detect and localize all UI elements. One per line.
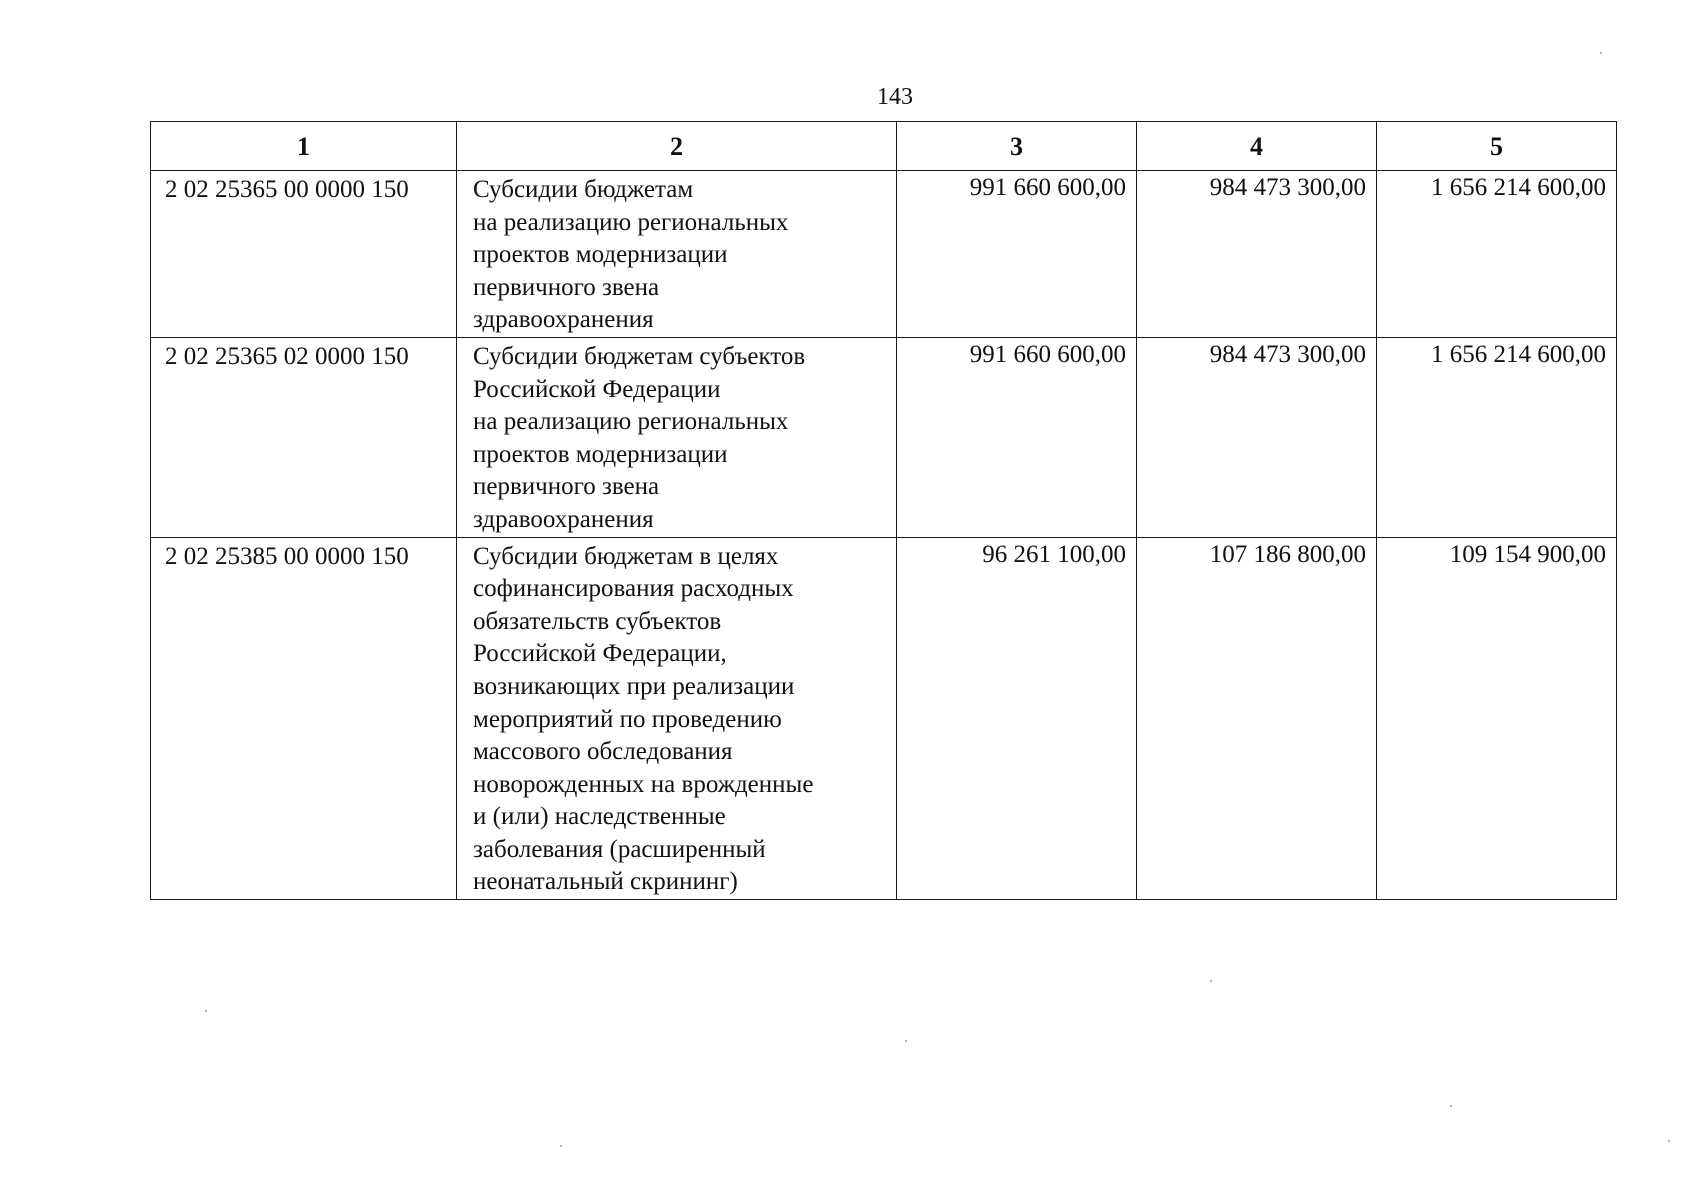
description-line: обязательств субъектов bbox=[473, 607, 722, 635]
description-line: и (или) наследственные bbox=[473, 803, 726, 831]
column-header-1: 1 bbox=[151, 122, 457, 171]
description-line: проектов модернизации bbox=[473, 440, 728, 468]
table-row bbox=[151, 537, 1617, 900]
column-header-5: 5 bbox=[1377, 122, 1617, 171]
scan-speck bbox=[205, 1010, 207, 1012]
description-line: массового обследования bbox=[473, 738, 733, 766]
budget-table bbox=[150, 121, 1617, 900]
description-line: Субсидии бюджетам bbox=[473, 176, 694, 203]
description-line: на реализацию региональных bbox=[473, 208, 789, 236]
scan-speck bbox=[1450, 1105, 1452, 1107]
description-line: проектов модернизации bbox=[473, 241, 728, 269]
scan-speck bbox=[560, 1145, 562, 1147]
amount-column-3: 991 660 600,00 bbox=[897, 171, 1137, 338]
description-line: заболевания (расширенный bbox=[473, 835, 766, 863]
description-line: Субсидии бюджетам субъектов bbox=[473, 342, 806, 370]
budget-code-cell: 2 02 25365 02 0000 150 bbox=[151, 337, 457, 537]
description-line: Российской Федерации, bbox=[473, 640, 727, 668]
description-line: неонатальный скрининг) bbox=[473, 868, 738, 896]
description-line: здравоохранения bbox=[473, 505, 654, 533]
header-row bbox=[151, 122, 1617, 171]
amount-column-5: 1 656 214 600,00 bbox=[1377, 171, 1617, 338]
table-row bbox=[151, 171, 1617, 338]
amount-column-5: 1 656 214 600,00 bbox=[1377, 337, 1617, 537]
description-cell bbox=[457, 337, 897, 537]
budget-code-cell: 2 02 25385 00 0000 150 bbox=[151, 537, 457, 900]
description-cell bbox=[457, 537, 897, 900]
table-row bbox=[151, 337, 1617, 537]
description-line: Субсидии бюджетам в целях bbox=[473, 542, 779, 570]
description-line: Российской Федерации bbox=[473, 375, 721, 403]
amount-column-4: 107 186 800,00 bbox=[1137, 537, 1377, 900]
description-line: софинансирования расходных bbox=[473, 575, 794, 603]
scan-speck bbox=[1600, 52, 1602, 54]
page-number: 143 bbox=[877, 84, 913, 110]
budget-code-cell: 2 02 25365 00 0000 150 bbox=[151, 171, 457, 338]
column-header-2: 2 bbox=[457, 122, 897, 171]
column-header-4: 4 bbox=[1137, 122, 1377, 171]
scan-speck bbox=[1210, 980, 1212, 982]
amount-column-3: 991 660 600,00 bbox=[897, 337, 1137, 537]
amount-column-5: 109 154 900,00 bbox=[1377, 537, 1617, 900]
amount-column-4: 984 473 300,00 bbox=[1137, 171, 1377, 338]
description-cell bbox=[457, 171, 897, 338]
scan-speck bbox=[905, 1040, 907, 1042]
scan-speck bbox=[1668, 1140, 1670, 1142]
description-line: мероприятий по проведению bbox=[473, 705, 782, 733]
description-line: возникающих при реализации bbox=[473, 672, 795, 700]
description-line: первичного звена bbox=[473, 473, 660, 501]
description-line: новорожденных на врожденные bbox=[473, 770, 814, 798]
description-line: здравоохранения bbox=[473, 306, 654, 334]
description-line: на реализацию региональных bbox=[473, 408, 789, 436]
column-header-3: 3 bbox=[897, 122, 1137, 171]
description-line: первичного звена bbox=[473, 273, 660, 301]
amount-column-3: 96 261 100,00 bbox=[897, 537, 1137, 900]
amount-column-4: 984 473 300,00 bbox=[1137, 337, 1377, 537]
